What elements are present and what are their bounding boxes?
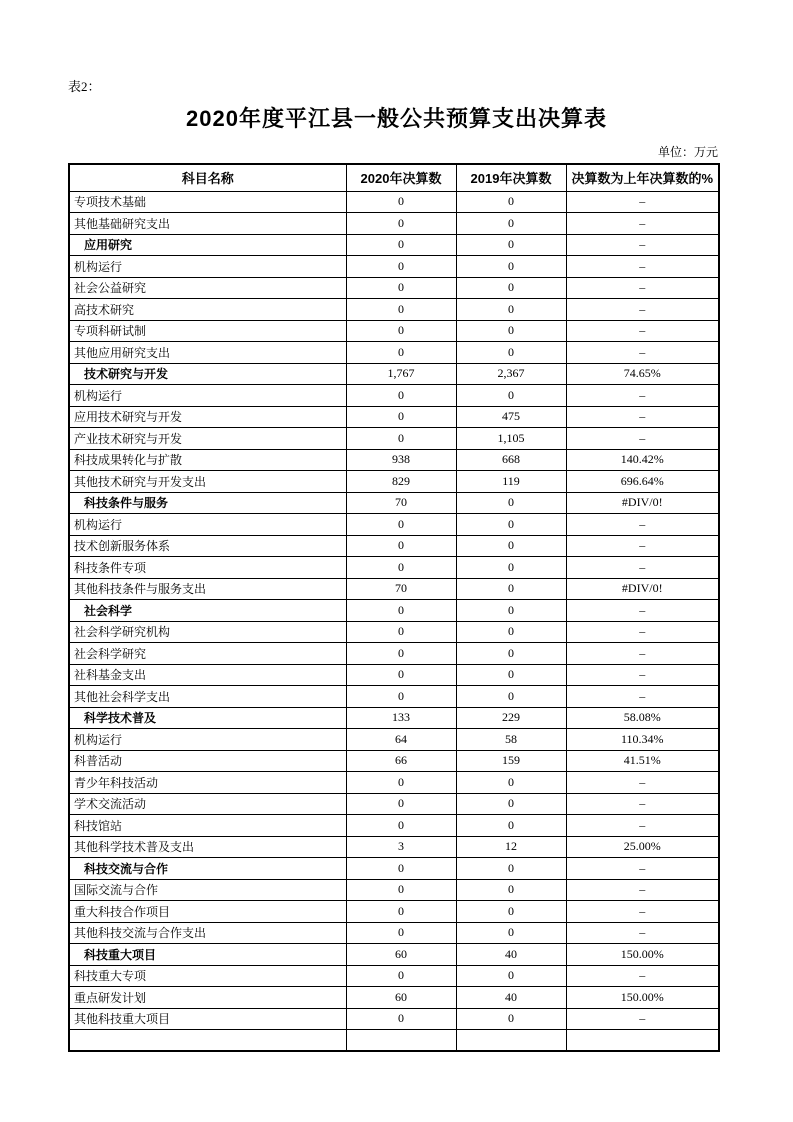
- percent-change-cell: –: [566, 793, 719, 815]
- subject-name-cell: 学术交流活动: [69, 793, 346, 815]
- table-row: [69, 514, 719, 536]
- value-2019-cell: 0: [456, 621, 566, 643]
- subject-name-cell: 青少年科技活动: [69, 772, 346, 794]
- value-2019-cell: 0: [456, 385, 566, 407]
- value-2019-cell: 0: [456, 965, 566, 987]
- table-row: [69, 363, 719, 385]
- header-subject-name: 科目名称: [69, 164, 346, 191]
- value-2019-cell: 0: [456, 514, 566, 536]
- percent-change-cell: –: [566, 922, 719, 944]
- subject-name-cell: 重大科技合作项目: [69, 901, 346, 923]
- table-row: [69, 643, 719, 665]
- value-2020-cell: 938: [346, 449, 456, 471]
- value-2019-cell: 0: [456, 643, 566, 665]
- subject-name-cell: 科技条件专项: [69, 557, 346, 579]
- value-2019-cell: 0: [456, 664, 566, 686]
- subject-name-cell: 科技馆站: [69, 815, 346, 837]
- value-2019-cell: 229: [456, 707, 566, 729]
- table-row: [69, 664, 719, 686]
- value-2019-cell: [456, 1030, 566, 1052]
- value-2020-cell: 0: [346, 428, 456, 450]
- table-row: [69, 449, 719, 471]
- table-row: [69, 836, 719, 858]
- value-2020-cell: 0: [346, 535, 456, 557]
- value-2019-cell: 40: [456, 944, 566, 966]
- value-2020-cell: 829: [346, 471, 456, 493]
- subject-name-cell: 社会公益研究: [69, 277, 346, 299]
- value-2019-cell: 0: [456, 256, 566, 278]
- percent-change-cell: 140.42%: [566, 449, 719, 471]
- percent-change-cell: –: [566, 277, 719, 299]
- value-2019-cell: 119: [456, 471, 566, 493]
- percent-change-cell: 74.65%: [566, 363, 719, 385]
- value-2020-cell: 0: [346, 772, 456, 794]
- percent-change-cell: 41.51%: [566, 750, 719, 772]
- subject-name-cell: 科技重大专项: [69, 965, 346, 987]
- value-2020-cell: 0: [346, 643, 456, 665]
- table-row: [69, 428, 719, 450]
- subject-name-cell: 其他技术研究与开发支出: [69, 471, 346, 493]
- value-2020-cell: 0: [346, 793, 456, 815]
- subject-name-cell: 其他基础研究支出: [69, 213, 346, 235]
- value-2020-cell: 0: [346, 514, 456, 536]
- page-title: 2020年度平江县一般公共预算支出决算表: [186, 106, 607, 131]
- percent-change-cell: –: [566, 879, 719, 901]
- percent-change-cell: 696.64%: [566, 471, 719, 493]
- value-2019-cell: 0: [456, 535, 566, 557]
- percent-change-cell: –: [566, 299, 719, 321]
- value-2020-cell: [346, 1030, 456, 1052]
- value-2019-cell: 0: [456, 578, 566, 600]
- value-2020-cell: 0: [346, 664, 456, 686]
- value-2019-cell: 0: [456, 234, 566, 256]
- value-2020-cell: 0: [346, 277, 456, 299]
- subject-name-cell: 其他科技条件与服务支出: [69, 578, 346, 600]
- value-2020-cell: 0: [346, 858, 456, 880]
- subject-name-cell: [69, 1030, 346, 1052]
- subject-name-cell: 机构运行: [69, 256, 346, 278]
- value-2019-cell: 0: [456, 922, 566, 944]
- percent-change-cell: –: [566, 664, 719, 686]
- percent-change-cell: –: [566, 858, 719, 880]
- table-row: [69, 191, 719, 213]
- table-row: [69, 965, 719, 987]
- percent-change-cell: –: [566, 557, 719, 579]
- table-row: [69, 729, 719, 751]
- table-row: [69, 385, 719, 407]
- percent-change-cell: 110.34%: [566, 729, 719, 751]
- subject-name-cell: 科普活动: [69, 750, 346, 772]
- table-row: [69, 879, 719, 901]
- value-2019-cell: 0: [456, 320, 566, 342]
- table-row: [69, 858, 719, 880]
- value-2019-cell: 475: [456, 406, 566, 428]
- budget-table: [68, 163, 720, 1052]
- percent-change-cell: #DIV/0!: [566, 578, 719, 600]
- subject-name-cell: 其他社会科学支出: [69, 686, 346, 708]
- percent-change-cell: –: [566, 191, 719, 213]
- value-2020-cell: 0: [346, 557, 456, 579]
- value-2020-cell: 0: [346, 621, 456, 643]
- value-2019-cell: 0: [456, 342, 566, 364]
- subject-name-cell: 机构运行: [69, 514, 346, 536]
- percent-change-cell: 150.00%: [566, 944, 719, 966]
- percent-change-cell: 58.08%: [566, 707, 719, 729]
- table-row: [69, 600, 719, 622]
- value-2019-cell: 2,367: [456, 363, 566, 385]
- subject-name-cell: 机构运行: [69, 729, 346, 751]
- table-row: [69, 535, 719, 557]
- header-percent-of-prev-year: 决算数为上年决算数的%: [566, 164, 719, 191]
- value-2019-cell: 0: [456, 277, 566, 299]
- value-2019-cell: 0: [456, 815, 566, 837]
- table-row: [69, 922, 719, 944]
- percent-change-cell: –: [566, 965, 719, 987]
- percent-change-cell: –: [566, 535, 719, 557]
- percent-change-cell: –: [566, 406, 719, 428]
- value-2019-cell: 58: [456, 729, 566, 751]
- unit-note: 单位：万元: [657, 145, 718, 159]
- value-2020-cell: 60: [346, 987, 456, 1009]
- value-2019-cell: 1,105: [456, 428, 566, 450]
- value-2019-cell: 12: [456, 836, 566, 858]
- value-2020-cell: 0: [346, 342, 456, 364]
- table-row: [69, 1030, 719, 1052]
- header-2019-final: 2019年决算数: [456, 164, 566, 191]
- table-row: [69, 320, 719, 342]
- table-row: [69, 815, 719, 837]
- table-row: [69, 621, 719, 643]
- table-row: [69, 406, 719, 428]
- value-2020-cell: 133: [346, 707, 456, 729]
- value-2020-cell: 0: [346, 686, 456, 708]
- percent-change-cell: –: [566, 514, 719, 536]
- value-2020-cell: 0: [346, 385, 456, 407]
- table-row: [69, 277, 719, 299]
- percent-change-cell: –: [566, 1008, 719, 1030]
- value-2020-cell: 0: [346, 879, 456, 901]
- table-row: [69, 1008, 719, 1030]
- table-row: [69, 686, 719, 708]
- value-2020-cell: 3: [346, 836, 456, 858]
- percent-change-cell: [566, 1030, 719, 1052]
- value-2020-cell: 0: [346, 965, 456, 987]
- value-2019-cell: 0: [456, 492, 566, 514]
- subject-name-cell: 科技成果转化与扩散: [69, 449, 346, 471]
- subject-name-cell: 机构运行: [69, 385, 346, 407]
- table-row: [69, 299, 719, 321]
- value-2019-cell: 0: [456, 772, 566, 794]
- value-2020-cell: 64: [346, 729, 456, 751]
- table-row: [69, 750, 719, 772]
- percent-change-cell: #DIV/0!: [566, 492, 719, 514]
- value-2019-cell: 40: [456, 987, 566, 1009]
- table-row: [69, 793, 719, 815]
- value-2019-cell: 668: [456, 449, 566, 471]
- value-2020-cell: 0: [346, 901, 456, 923]
- subject-name-cell: 应用技术研究与开发: [69, 406, 346, 428]
- subject-name-cell: 科技交流与合作: [69, 858, 346, 880]
- value-2020-cell: 0: [346, 815, 456, 837]
- table-header: [69, 164, 719, 191]
- subject-name-cell: 科技条件与服务: [69, 492, 346, 514]
- percent-change-cell: –: [566, 234, 719, 256]
- subject-name-cell: 产业技术研究与开发: [69, 428, 346, 450]
- table-row: [69, 492, 719, 514]
- value-2019-cell: 0: [456, 901, 566, 923]
- percent-change-cell: –: [566, 901, 719, 923]
- value-2020-cell: 0: [346, 600, 456, 622]
- table-row: [69, 234, 719, 256]
- percent-change-cell: –: [566, 643, 719, 665]
- subject-name-cell: 社会科学: [69, 600, 346, 622]
- table-row: [69, 944, 719, 966]
- value-2020-cell: 0: [346, 320, 456, 342]
- subject-name-cell: 社科基金支出: [69, 664, 346, 686]
- table-row: [69, 342, 719, 364]
- subject-name-cell: 国际交流与合作: [69, 879, 346, 901]
- value-2020-cell: 0: [346, 299, 456, 321]
- subject-name-cell: 社会科学研究: [69, 643, 346, 665]
- header-row: [69, 164, 719, 191]
- subject-name-cell: 专项技术基础: [69, 191, 346, 213]
- value-2019-cell: 0: [456, 600, 566, 622]
- header-2020-final: 2020年决算数: [346, 164, 456, 191]
- subject-name-cell: 高技术研究: [69, 299, 346, 321]
- value-2019-cell: 0: [456, 858, 566, 880]
- percent-change-cell: 150.00%: [566, 987, 719, 1009]
- table-row: [69, 471, 719, 493]
- value-2020-cell: 60: [346, 944, 456, 966]
- table-body: [69, 191, 719, 1051]
- value-2020-cell: 0: [346, 234, 456, 256]
- subject-name-cell: 科技重大项目: [69, 944, 346, 966]
- table-row: [69, 987, 719, 1009]
- percent-change-cell: 25.00%: [566, 836, 719, 858]
- value-2019-cell: 0: [456, 879, 566, 901]
- subject-name-cell: 科学技术普及: [69, 707, 346, 729]
- value-2020-cell: 70: [346, 492, 456, 514]
- value-2019-cell: 0: [456, 191, 566, 213]
- value-2019-cell: 0: [456, 213, 566, 235]
- table-row: [69, 578, 719, 600]
- percent-change-cell: –: [566, 686, 719, 708]
- subject-name-cell: 应用研究: [69, 234, 346, 256]
- subject-name-cell: 其他科技交流与合作支出: [69, 922, 346, 944]
- value-2020-cell: 0: [346, 213, 456, 235]
- subject-name-cell: 其他科学技术普及支出: [69, 836, 346, 858]
- percent-change-cell: –: [566, 772, 719, 794]
- percent-change-cell: –: [566, 815, 719, 837]
- subject-name-cell: 技术创新服务体系: [69, 535, 346, 557]
- subject-name-cell: 技术研究与开发: [69, 363, 346, 385]
- percent-change-cell: –: [566, 342, 719, 364]
- value-2019-cell: 0: [456, 1008, 566, 1030]
- percent-change-cell: –: [566, 385, 719, 407]
- percent-change-cell: –: [566, 256, 719, 278]
- percent-change-cell: –: [566, 213, 719, 235]
- value-2020-cell: 0: [346, 922, 456, 944]
- table-row: [69, 901, 719, 923]
- value-2019-cell: 0: [456, 686, 566, 708]
- table-row: [69, 557, 719, 579]
- table-row: [69, 256, 719, 278]
- subject-name-cell: 专项科研试制: [69, 320, 346, 342]
- value-2020-cell: 0: [346, 191, 456, 213]
- table-row: [69, 707, 719, 729]
- value-2020-cell: 0: [346, 256, 456, 278]
- value-2020-cell: 66: [346, 750, 456, 772]
- value-2019-cell: 0: [456, 557, 566, 579]
- subject-name-cell: 其他应用研究支出: [69, 342, 346, 364]
- percent-change-cell: –: [566, 621, 719, 643]
- value-2020-cell: 0: [346, 406, 456, 428]
- value-2019-cell: 0: [456, 793, 566, 815]
- table-row: [69, 772, 719, 794]
- value-2020-cell: 0: [346, 1008, 456, 1030]
- subject-name-cell: 其他科技重大项目: [69, 1008, 346, 1030]
- percent-change-cell: –: [566, 320, 719, 342]
- subject-name-cell: 重点研发计划: [69, 987, 346, 1009]
- value-2019-cell: 0: [456, 299, 566, 321]
- value-2020-cell: 70: [346, 578, 456, 600]
- percent-change-cell: –: [566, 428, 719, 450]
- value-2020-cell: 1,767: [346, 363, 456, 385]
- table-number-label: 表2：: [68, 79, 101, 94]
- subject-name-cell: 社会科学研究机构: [69, 621, 346, 643]
- table-row: [69, 213, 719, 235]
- value-2019-cell: 159: [456, 750, 566, 772]
- percent-change-cell: –: [566, 600, 719, 622]
